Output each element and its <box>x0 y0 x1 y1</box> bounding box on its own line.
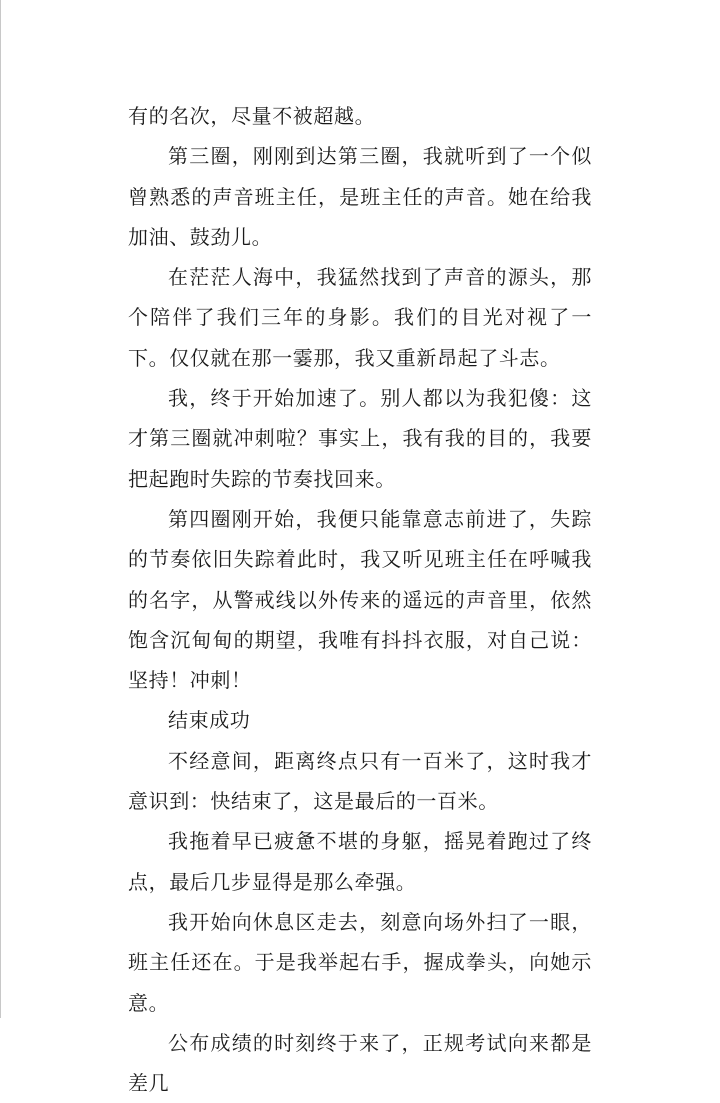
page-left-border <box>0 0 1 1018</box>
paragraph-accelerate: 我，终于开始加速了。别人都以为我犯傻：这才第三圈就冲刺啦？事实上，我有我的目的，我要把起跑时失踪的节奏找回来。 <box>128 386 592 491</box>
paragraph-rest-area: 我开始向休息区走去，刻意向场外扫了一眼，班主任还在。于是我举起右手，握成拳头，向她示意。 <box>128 909 592 1015</box>
paragraph-finish-line: 我拖着早已疲惫不堪的身躯，摇晃着跑过了终点，最后几步显得是那么牵强。 <box>128 829 592 894</box>
section-heading: 结束成功 <box>168 708 251 733</box>
paragraph-crowd: 在茫茫人海中，我猛然找到了声音的源头，那个陪伴了我们三年的身影。我们的目光对视了一下。仅仅就在那一霎那，我又重新昂起了斗志。 <box>128 265 592 370</box>
paragraph-third-lap: 第三圈，刚刚到达第三圈，我就听到了一个似曾熟悉的声音班主任，是班主任的声音。她在给我加油、鼓劲儿。 <box>128 144 592 249</box>
paragraph-fourth-lap: 第四圈刚开始，我便只能靠意志前进了，失踪的节奏依旧失踪着此时，我又听见班主任在呼喊我的名字，从警戒线以外传来的遥远的声音里，依然饱含沉甸甸的期望，我唯有抖抖衣服，对自己说：坚持！冲刺！ <box>128 506 592 693</box>
paragraph-results: 公布成绩的时刻终于来了，正规考试向来都是差几 <box>128 1030 592 1096</box>
document-body <box>128 96 592 1103</box>
paragraph-last-hundred: 不经意间，距离终点只有一百米了，这时我才意识到：快结束了，这是最后的一百米。 <box>128 748 592 814</box>
paragraph-continuation: 有的名次，尽量不被超越。 <box>128 104 376 128</box>
